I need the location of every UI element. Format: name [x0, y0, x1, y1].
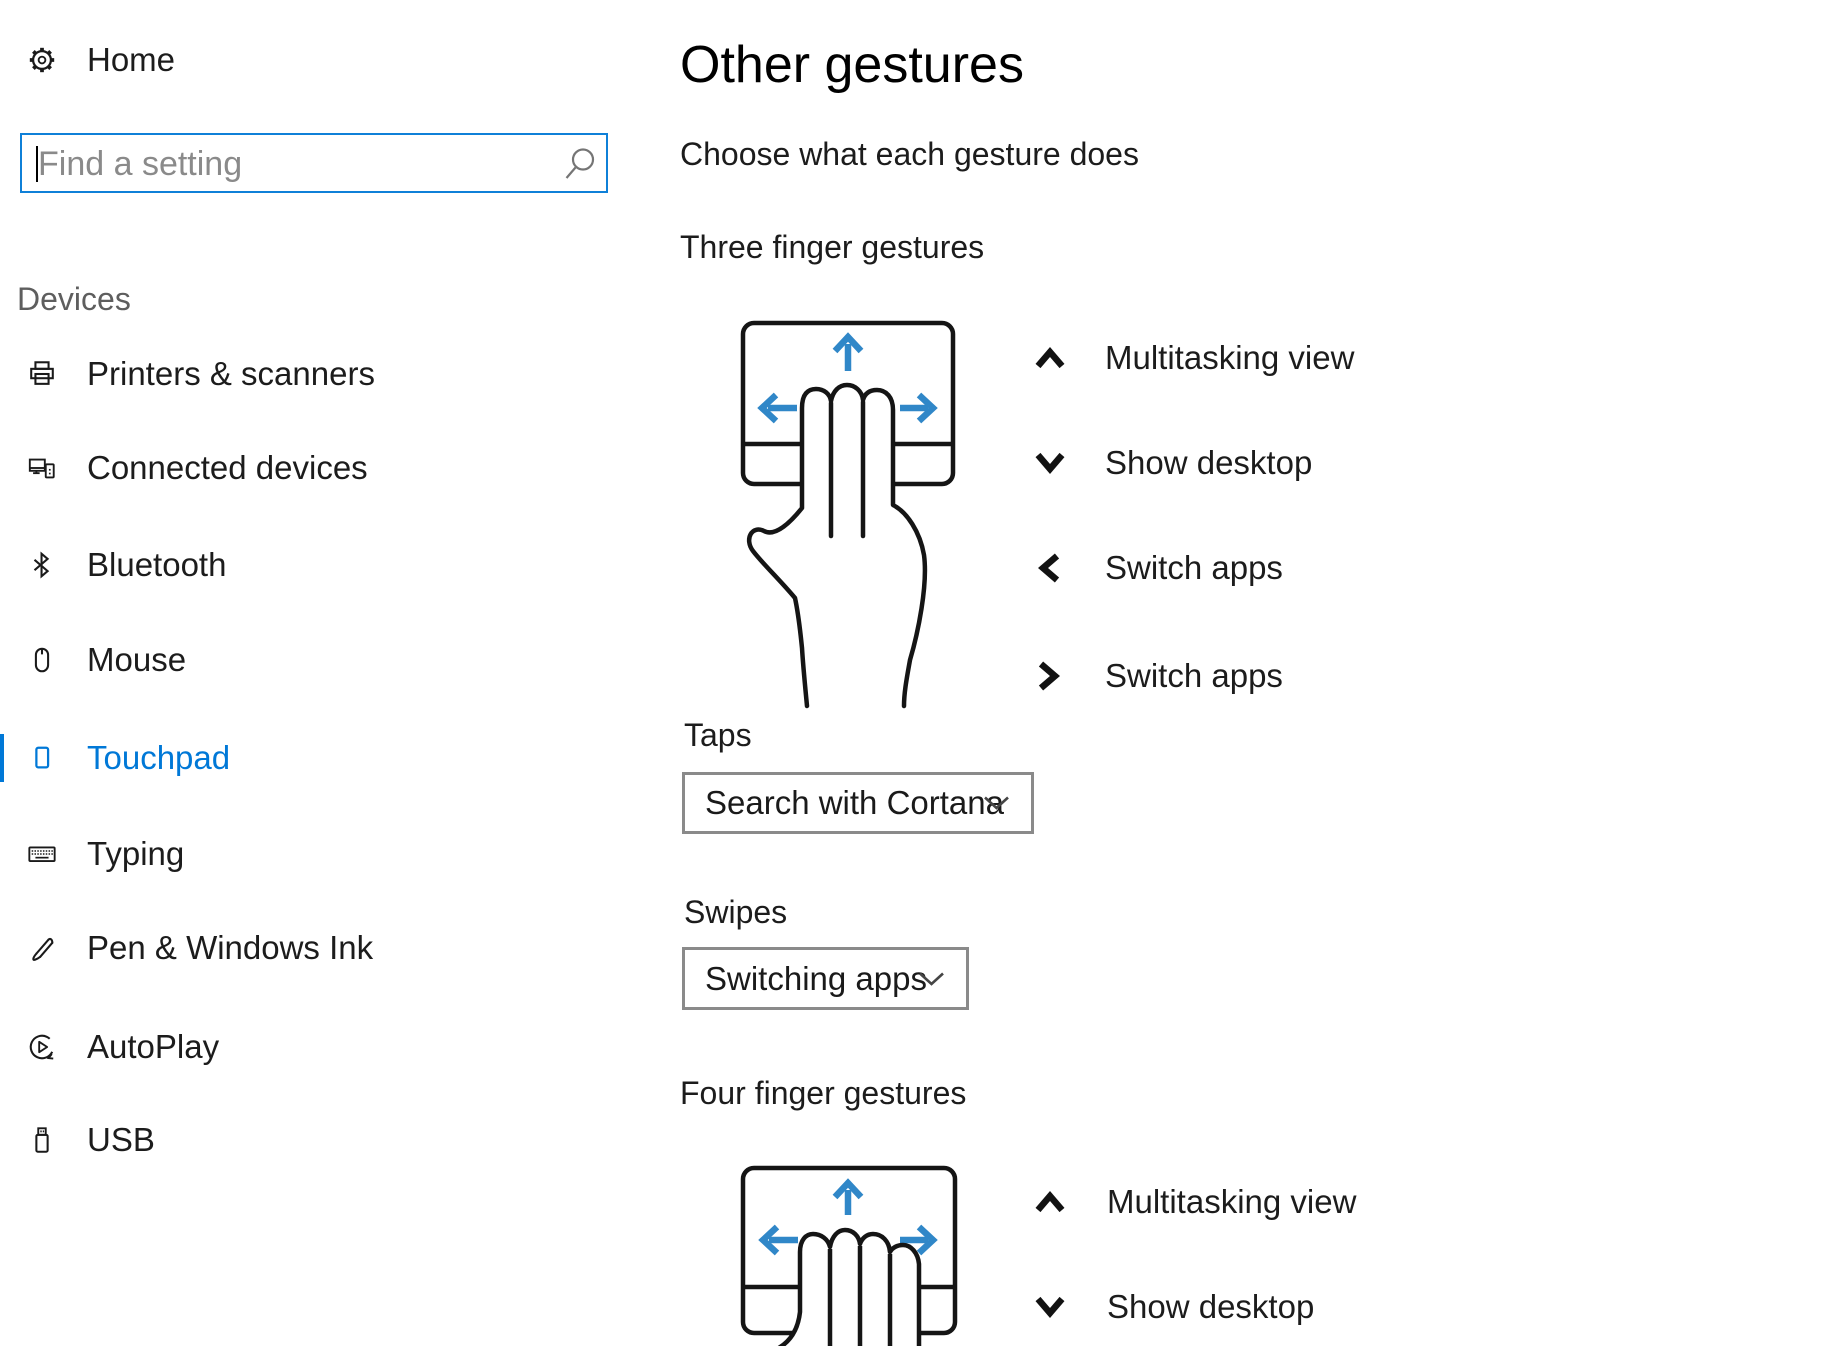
printer-icon	[27, 359, 57, 389]
three-finger-heading: Three finger gestures	[680, 229, 985, 265]
search-input[interactable]	[36, 139, 560, 189]
sidebar-item-autoplay[interactable]	[0, 1023, 560, 1071]
sidebar-item-typing[interactable]	[0, 830, 560, 878]
gesture-row	[1035, 439, 1455, 487]
chevron-down-icon	[1035, 1296, 1065, 1318]
gesture-row	[1035, 334, 1455, 382]
sidebar-item-home[interactable]	[0, 36, 560, 84]
sidebar-item-usb[interactable]	[0, 1116, 560, 1164]
bluetooth-icon	[27, 550, 57, 580]
chevron-left-icon	[1038, 553, 1060, 583]
gesture-label: Switch apps	[1105, 657, 1283, 694]
sidebar-item-label: Touchpad	[87, 739, 231, 776]
three-finger-touchpad-illustration	[630, 280, 1030, 720]
sidebar-item-bluetooth[interactable]	[0, 541, 560, 589]
sidebar-item-pen[interactable]	[0, 924, 560, 972]
sidebar-item-label: AutoPlay	[87, 1028, 220, 1065]
autoplay-icon	[27, 1032, 57, 1062]
sidebar-item-touchpad[interactable]	[0, 734, 560, 782]
sidebar-item-label: Bluetooth	[87, 546, 227, 583]
sidebar-section-devices: Devices	[17, 281, 131, 317]
connected-devices-icon	[27, 453, 57, 483]
four-finger-heading: Four finger gestures	[680, 1075, 967, 1111]
page-title: Other gestures	[680, 36, 1024, 94]
gesture-label: Multitasking view	[1105, 339, 1355, 376]
gesture-row	[1035, 652, 1455, 700]
sidebar-item-mouse[interactable]	[0, 636, 560, 684]
gesture-label: Switch apps	[1105, 549, 1283, 586]
sidebar-item-label: Connected devices	[87, 449, 368, 486]
sidebar-item-label: Typing	[87, 835, 185, 872]
search-box	[20, 133, 608, 193]
chevron-up-icon	[1035, 347, 1065, 369]
pen-icon	[27, 933, 57, 963]
sidebar-item-label: USB	[87, 1121, 155, 1158]
gesture-row	[1035, 1178, 1455, 1226]
chevron-right-icon	[1038, 661, 1060, 691]
sidebar-item-printers[interactable]	[0, 350, 560, 398]
sidebar-item-label: Mouse	[87, 641, 187, 678]
mouse-icon	[27, 645, 57, 675]
swipes-select[interactable]	[682, 947, 969, 1010]
four-finger-touchpad-illustration	[630, 1160, 1050, 1346]
keyboard-icon	[27, 839, 57, 869]
usb-icon	[27, 1125, 57, 1155]
swipes-label: Swipes	[684, 894, 788, 930]
chevron-down-icon	[983, 796, 1010, 811]
chevron-up-icon	[1035, 1191, 1065, 1213]
text-caret	[36, 146, 38, 182]
gesture-label: Show desktop	[1105, 444, 1313, 481]
chevron-down-icon	[918, 971, 945, 986]
sidebar-item-label: Pen & Windows Ink	[87, 929, 374, 966]
search-icon[interactable]	[564, 148, 596, 182]
sidebar-item-connected-devices[interactable]	[0, 444, 560, 492]
taps-select[interactable]	[682, 772, 1034, 834]
page-subtitle: Choose what each gesture does	[680, 136, 1139, 172]
taps-label: Taps	[684, 717, 752, 753]
four-finger-hand-icon	[777, 1230, 919, 1346]
gear-icon	[27, 45, 57, 75]
gesture-label: Show desktop	[1107, 1288, 1315, 1325]
gesture-row	[1035, 544, 1455, 592]
sidebar-item-label: Printers & scanners	[87, 355, 375, 392]
gesture-label: Multitasking view	[1107, 1183, 1357, 1220]
chevron-down-icon	[1035, 452, 1065, 474]
touchpad-icon	[27, 743, 57, 773]
gesture-row	[1035, 1283, 1455, 1331]
taps-selected-value: Search with Cortana	[705, 784, 1004, 821]
swipes-selected-value: Switching apps	[705, 959, 927, 997]
sidebar-item-label: Home	[87, 41, 176, 78]
